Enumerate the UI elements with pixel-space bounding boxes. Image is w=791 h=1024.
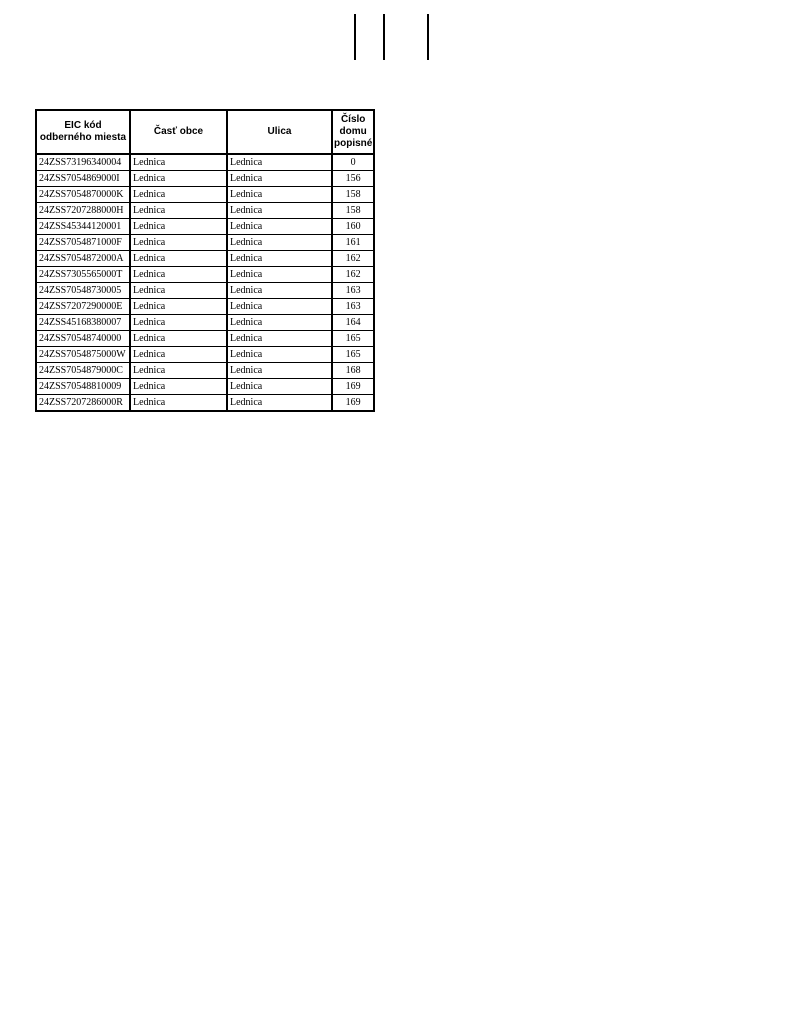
table-row [36, 251, 374, 267]
cell-eic-code: 24ZSS7054872000A [36, 251, 130, 267]
header-eic-code: EIC kód odberného miesta [36, 110, 130, 154]
address-table [35, 109, 375, 412]
cell-street: Lednica [227, 171, 332, 187]
cell-part-of-municipality: Lednica [130, 154, 227, 171]
cell-street: Lednica [227, 395, 332, 412]
header-street: Ulica [227, 110, 332, 154]
table-row [36, 171, 374, 187]
cell-street: Lednica [227, 299, 332, 315]
cell-part-of-municipality: Lednica [130, 235, 227, 251]
cell-part-of-municipality: Lednica [130, 283, 227, 299]
cell-part-of-municipality: Lednica [130, 379, 227, 395]
cell-house-number: 161 [332, 235, 374, 251]
cell-eic-code: 24ZSS7305565000T [36, 267, 130, 283]
cell-street: Lednica [227, 267, 332, 283]
cell-part-of-municipality: Lednica [130, 395, 227, 412]
cell-eic-code: 24ZSS7207286000R [36, 395, 130, 412]
cell-street: Lednica [227, 187, 332, 203]
cell-part-of-municipality: Lednica [130, 331, 227, 347]
table-row [36, 283, 374, 299]
table-row [36, 267, 374, 283]
table-row [36, 331, 374, 347]
cell-eic-code: 24ZSS7054875000W [36, 347, 130, 363]
cell-eic-code: 24ZSS7054870000K [36, 187, 130, 203]
cell-eic-code: 24ZSS7054871000F [36, 235, 130, 251]
cell-eic-code: 24ZSS70548740000 [36, 331, 130, 347]
cell-street: Lednica [227, 219, 332, 235]
cell-house-number: 158 [332, 187, 374, 203]
cell-part-of-municipality: Lednica [130, 203, 227, 219]
cell-street: Lednica [227, 379, 332, 395]
cell-street: Lednica [227, 283, 332, 299]
cell-street: Lednica [227, 235, 332, 251]
cell-eic-code: 24ZSS45168380007 [36, 315, 130, 331]
cell-part-of-municipality: Lednica [130, 315, 227, 331]
cell-part-of-municipality: Lednica [130, 251, 227, 267]
cell-part-of-municipality: Lednica [130, 219, 227, 235]
cell-house-number: 169 [332, 379, 374, 395]
cell-eic-code: 24ZSS70548730005 [36, 283, 130, 299]
cell-house-number: 156 [332, 171, 374, 187]
table-header-row [36, 110, 374, 154]
crop-mark-line [383, 14, 385, 60]
cell-house-number: 165 [332, 347, 374, 363]
table-row [36, 395, 374, 412]
cell-part-of-municipality: Lednica [130, 299, 227, 315]
cell-street: Lednica [227, 251, 332, 267]
cell-house-number: 162 [332, 267, 374, 283]
table-row [36, 379, 374, 395]
cell-house-number: 162 [332, 251, 374, 267]
table-row [36, 219, 374, 235]
header-part-of-municipality: Časť obce [130, 110, 227, 154]
crop-mark-line [427, 14, 429, 60]
cell-part-of-municipality: Lednica [130, 267, 227, 283]
cell-eic-code: 24ZSS73196340004 [36, 154, 130, 171]
cell-street: Lednica [227, 331, 332, 347]
cell-street: Lednica [227, 203, 332, 219]
crop-mark-line [354, 14, 356, 60]
table-row [36, 299, 374, 315]
table-row [36, 363, 374, 379]
cell-part-of-municipality: Lednica [130, 187, 227, 203]
cell-eic-code: 24ZSS7207288000H [36, 203, 130, 219]
cell-part-of-municipality: Lednica [130, 363, 227, 379]
table-row [36, 315, 374, 331]
cell-house-number: 168 [332, 363, 374, 379]
cell-street: Lednica [227, 315, 332, 331]
cell-house-number: 163 [332, 283, 374, 299]
header-house-number: Číslo domu popisné [332, 110, 374, 154]
table-row [36, 235, 374, 251]
cell-eic-code: 24ZSS45344120001 [36, 219, 130, 235]
cell-part-of-municipality: Lednica [130, 347, 227, 363]
cell-house-number: 163 [332, 299, 374, 315]
cell-street: Lednica [227, 363, 332, 379]
table-row [36, 347, 374, 363]
cell-street: Lednica [227, 347, 332, 363]
cell-house-number: 169 [332, 395, 374, 412]
cell-street: Lednica [227, 154, 332, 171]
cell-part-of-municipality: Lednica [130, 171, 227, 187]
cell-eic-code: 24ZSS70548810009 [36, 379, 130, 395]
cell-eic-code: 24ZSS7054869000I [36, 171, 130, 187]
table-row [36, 187, 374, 203]
table-row [36, 203, 374, 219]
cell-house-number: 160 [332, 219, 374, 235]
cell-house-number: 0 [332, 154, 374, 171]
cell-eic-code: 24ZSS7054879000C [36, 363, 130, 379]
cell-house-number: 165 [332, 331, 374, 347]
cell-eic-code: 24ZSS7207290000E [36, 299, 130, 315]
cell-house-number: 158 [332, 203, 374, 219]
cell-house-number: 164 [332, 315, 374, 331]
table-row [36, 154, 374, 171]
